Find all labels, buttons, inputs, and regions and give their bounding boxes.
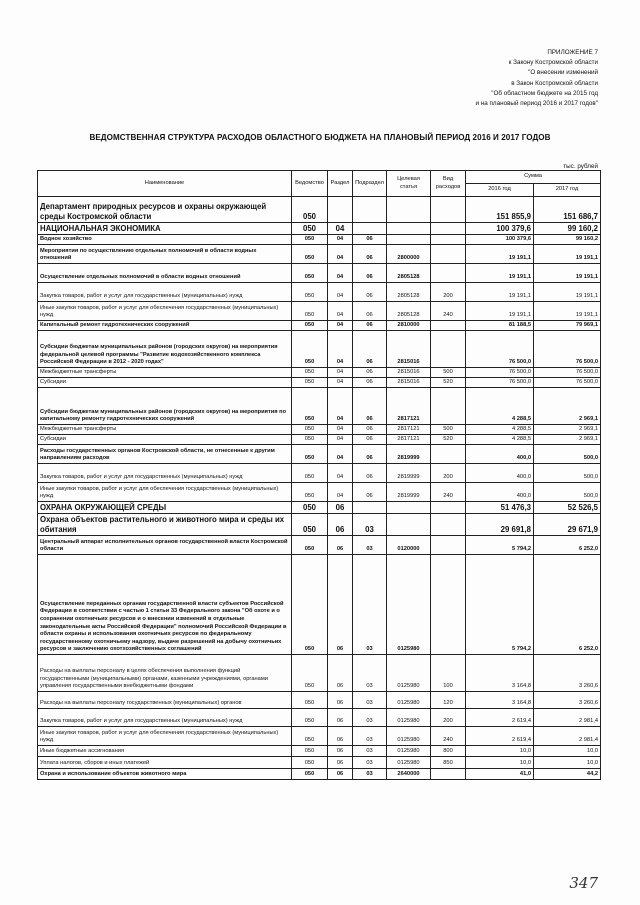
- cell-razdel: 06: [328, 746, 353, 757]
- cell-statya: 2819999: [387, 483, 431, 502]
- cell-y2016: 19 191,1: [466, 264, 534, 283]
- cell-podrazdel: 06: [353, 321, 387, 331]
- cell-name: Закупка товаров, работ и услуг для государственных (муниципальных) нужд: [38, 709, 292, 727]
- cell-statya: 0125980: [387, 555, 431, 655]
- cell-name: Охрана и использование объектов животного мира: [38, 769, 292, 780]
- cell-name: Субсидии бюджетам муниципальных районов (городских округов) на мероприятия федеральной целевой программы "Развитие водохозяйственного комплекса Российской Федерации в 2012 - 2020 годах": [38, 331, 292, 368]
- cell-vid: [431, 245, 466, 264]
- cell-statya: 2815016: [387, 368, 431, 378]
- cell-podrazdel: 03: [353, 769, 387, 780]
- cell-ved: 050: [292, 223, 328, 235]
- cell-vid: 120: [431, 692, 466, 709]
- table-row: [38, 555, 601, 655]
- cell-podrazdel: 06: [353, 378, 387, 388]
- appendix-line: к Закону Костромской области: [508, 59, 598, 67]
- cell-name: Иные закупки товаров, работ и услуг для обеспечения государственных (муниципальных) нужд: [38, 483, 292, 502]
- budget-table: [37, 170, 601, 780]
- table-row: [38, 302, 601, 321]
- cell-name: Субсидии бюджетам муниципальных районов (городских округов) на мероприятия по капитальному ремонту гидротехнических сооружений: [38, 388, 292, 425]
- cell-y2017: 99 160,2: [534, 235, 601, 245]
- page-number-handwritten: 347: [569, 874, 598, 892]
- cell-vid: 100: [431, 655, 466, 692]
- cell-razdel: [328, 197, 353, 223]
- cell-razdel: 04: [328, 264, 353, 283]
- header-2016: 2016 год: [466, 184, 534, 197]
- header-summa: Сумма: [466, 171, 601, 184]
- cell-vid: [431, 223, 466, 235]
- units-label: тыс. рублей: [563, 163, 598, 170]
- cell-y2017: 2 969,1: [534, 388, 601, 425]
- cell-y2016: 100 379,6: [466, 235, 534, 245]
- cell-y2016: 400,0: [466, 483, 534, 502]
- cell-statya: 2640000: [387, 769, 431, 780]
- cell-y2017: 2 969,1: [534, 435, 601, 445]
- cell-vid: 800: [431, 746, 466, 757]
- cell-y2017: 44,2: [534, 769, 601, 780]
- cell-y2016: 29 691,8: [466, 514, 534, 536]
- cell-vid: 240: [431, 483, 466, 502]
- cell-razdel: 06: [328, 655, 353, 692]
- cell-y2016: 51 476,3: [466, 502, 534, 514]
- cell-razdel: 06: [328, 692, 353, 709]
- cell-podrazdel: 06: [353, 445, 387, 464]
- cell-y2016: 151 855,9: [466, 197, 534, 223]
- cell-name: Департамент природных ресурсов и охраны окружающей среды Костромской области: [38, 197, 292, 223]
- cell-razdel: 04: [328, 223, 353, 235]
- document-title: ВЕДОМСТВЕННАЯ СТРУКТУРА РАСХОДОВ ОБЛАСТНОГО БЮДЖЕТА НА ПЛАНОВЫЙ ПЕРИОД 2016 И 2017 ГОДОВ: [89, 133, 551, 142]
- appendix-line: "О внесении изменений: [528, 69, 598, 77]
- table-row: [38, 464, 601, 483]
- cell-y2016: 4 288,5: [466, 388, 534, 425]
- cell-y2016: 4 288,5: [466, 425, 534, 435]
- cell-vid: [431, 331, 466, 368]
- cell-name: Субсидии: [38, 435, 292, 445]
- cell-ved: 050: [292, 388, 328, 425]
- cell-y2016: 4 288,5: [466, 435, 534, 445]
- cell-statya: 0125980: [387, 757, 431, 769]
- table-row: [38, 536, 601, 555]
- cell-statya: 2817121: [387, 388, 431, 425]
- cell-statya: 0120000: [387, 536, 431, 555]
- cell-podrazdel: 06: [353, 464, 387, 483]
- cell-ved: 050: [292, 769, 328, 780]
- cell-podrazdel: 06: [353, 331, 387, 368]
- cell-ved: 050: [292, 536, 328, 555]
- cell-razdel: 06: [328, 769, 353, 780]
- cell-y2016: 2 619,4: [466, 709, 534, 727]
- cell-vid: 200: [431, 464, 466, 483]
- cell-podrazdel: 06: [353, 264, 387, 283]
- cell-y2017: 52 526,5: [534, 502, 601, 514]
- cell-y2016: 19 191,1: [466, 245, 534, 264]
- cell-y2017: 19 191,1: [534, 283, 601, 302]
- cell-ved: 050: [292, 321, 328, 331]
- cell-y2017: 19 191,1: [534, 264, 601, 283]
- cell-y2017: 2 969,1: [534, 425, 601, 435]
- cell-y2016: 5 794,2: [466, 555, 534, 655]
- cell-razdel: 06: [328, 555, 353, 655]
- table-row: [38, 483, 601, 502]
- table-row: [38, 331, 601, 368]
- cell-y2017: 10,0: [534, 746, 601, 757]
- table-row: [38, 223, 601, 235]
- cell-statya: 2817121: [387, 435, 431, 445]
- cell-vid: 200: [431, 283, 466, 302]
- table-row: [38, 655, 601, 692]
- appendix-header: [476, 48, 598, 109]
- appendix-line: в Закон Костромской области: [511, 79, 598, 87]
- cell-vid: 850: [431, 757, 466, 769]
- cell-statya: 2800000: [387, 245, 431, 264]
- cell-statya: 0125980: [387, 727, 431, 746]
- cell-y2016: 76 500,0: [466, 331, 534, 368]
- cell-razdel: 04: [328, 331, 353, 368]
- cell-vid: [431, 388, 466, 425]
- cell-vid: [431, 536, 466, 555]
- appendix-line: "Об областном бюджете на 2015 год: [491, 89, 598, 97]
- cell-podrazdel: 06: [353, 483, 387, 502]
- table-row: [38, 746, 601, 757]
- cell-ved: 050: [292, 464, 328, 483]
- cell-podrazdel: 03: [353, 655, 387, 692]
- cell-vid: [431, 264, 466, 283]
- cell-statya: [387, 197, 431, 223]
- cell-ved: 050: [292, 435, 328, 445]
- cell-name: ОХРАНА ОКРУЖАЮЩЕЙ СРЕДЫ: [38, 502, 292, 514]
- cell-vid: 520: [431, 378, 466, 388]
- cell-vid: [431, 555, 466, 655]
- cell-y2016: 100 379,6: [466, 223, 534, 235]
- cell-statya: 2805128: [387, 302, 431, 321]
- cell-razdel: 04: [328, 445, 353, 464]
- cell-y2017: 76 500,0: [534, 331, 601, 368]
- cell-ved: 050: [292, 197, 328, 223]
- cell-razdel: 04: [328, 425, 353, 435]
- cell-y2016: 10,0: [466, 746, 534, 757]
- cell-y2016: 2 619,4: [466, 727, 534, 746]
- cell-vid: [431, 235, 466, 245]
- cell-ved: 050: [292, 757, 328, 769]
- cell-statya: 2805128: [387, 283, 431, 302]
- cell-podrazdel: 06: [353, 302, 387, 321]
- cell-y2017: 3 260,6: [534, 655, 601, 692]
- cell-razdel: 06: [328, 727, 353, 746]
- cell-y2017: 500,0: [534, 464, 601, 483]
- cell-razdel: 06: [328, 757, 353, 769]
- table-row: [38, 769, 601, 780]
- cell-y2016: 19 191,1: [466, 302, 534, 321]
- cell-y2017: 500,0: [534, 483, 601, 502]
- header-razdel: Раздел: [328, 171, 353, 197]
- cell-razdel: 04: [328, 245, 353, 264]
- cell-y2016: 3 164,8: [466, 692, 534, 709]
- cell-y2017: 2 981,4: [534, 727, 601, 746]
- cell-y2017: 151 686,7: [534, 197, 601, 223]
- cell-vid: 500: [431, 368, 466, 378]
- appendix-line: ПРИЛОЖЕНИЕ 7: [547, 49, 598, 56]
- table-row: [38, 368, 601, 378]
- cell-razdel: 04: [328, 464, 353, 483]
- cell-statya: 0125980: [387, 709, 431, 727]
- cell-vid: [431, 445, 466, 464]
- header-statya: Целевая статья: [387, 171, 431, 197]
- cell-vid: 200: [431, 709, 466, 727]
- cell-y2016: 400,0: [466, 464, 534, 483]
- cell-name: Осуществление переданных органам государственной власти субъектов Российской Федерации в соответствии с частью 1 статьи 33 Федерального закона "Об охоте и о сохранении охотничьих ресурсов и о внесении изменений в отдельные законодательные акты Российской Федерации" полномочий Российской Федерации в области охраны и использования охотничьих ресурсов по федеральному государственному охотничьему надзору, выдаче разрешений на добычу охотничьих ресурсов и заключению охотхозяйственных соглашений: [38, 555, 292, 655]
- table-row: [38, 435, 601, 445]
- cell-y2016: 400,0: [466, 445, 534, 464]
- table-row: [38, 727, 601, 746]
- cell-razdel: 04: [328, 435, 353, 445]
- table-body: [38, 197, 601, 780]
- header-vid: Вид расходов: [431, 171, 466, 197]
- cell-y2017: 3 260,6: [534, 692, 601, 709]
- cell-vid: 520: [431, 435, 466, 445]
- cell-name: НАЦИОНАЛЬНАЯ ЭКОНОМИКА: [38, 223, 292, 235]
- cell-name: Водное хозяйство: [38, 235, 292, 245]
- cell-name: Закупка товаров, работ и услуг для государственных (муниципальных) нужд: [38, 283, 292, 302]
- cell-vid: 240: [431, 727, 466, 746]
- cell-vid: [431, 769, 466, 780]
- cell-statya: 0125980: [387, 692, 431, 709]
- cell-ved: 050: [292, 483, 328, 502]
- cell-ved: 050: [292, 746, 328, 757]
- cell-statya: [387, 514, 431, 536]
- cell-ved: 050: [292, 555, 328, 655]
- cell-vid: [431, 502, 466, 514]
- cell-y2017: 76 500,0: [534, 368, 601, 378]
- cell-y2017: 6 252,0: [534, 536, 601, 555]
- cell-y2016: 10,0: [466, 757, 534, 769]
- cell-ved: 050: [292, 445, 328, 464]
- cell-y2017: 19 191,1: [534, 302, 601, 321]
- cell-ved: 050: [292, 502, 328, 514]
- cell-razdel: 04: [328, 283, 353, 302]
- cell-ved: 050: [292, 692, 328, 709]
- cell-ved: 050: [292, 283, 328, 302]
- cell-vid: [431, 514, 466, 536]
- cell-name: Закупка товаров, работ и услуг для государственных (муниципальных) нужд: [38, 464, 292, 483]
- cell-name: Иные закупки товаров, работ и услуг для обеспечения государственных (муниципальных) нужд: [38, 302, 292, 321]
- cell-ved: 050: [292, 727, 328, 746]
- cell-ved: 050: [292, 245, 328, 264]
- table-row: [38, 425, 601, 435]
- table-row: [38, 321, 601, 331]
- cell-statya: 2817121: [387, 425, 431, 435]
- cell-y2017: 500,0: [534, 445, 601, 464]
- cell-y2017: 6 252,0: [534, 555, 601, 655]
- cell-podrazdel: 06: [353, 245, 387, 264]
- table-row: [38, 502, 601, 514]
- cell-podrazdel: 03: [353, 709, 387, 727]
- cell-name: Иные бюджетные ассигнования: [38, 746, 292, 757]
- cell-y2016: 19 191,1: [466, 283, 534, 302]
- table-row: [38, 235, 601, 245]
- cell-podrazdel: 06: [353, 368, 387, 378]
- cell-podrazdel: 06: [353, 425, 387, 435]
- table-row: [38, 245, 601, 264]
- cell-y2017: 10,0: [534, 757, 601, 769]
- cell-statya: 2815016: [387, 378, 431, 388]
- cell-name: Осуществление отдельных полномочий в области водных отношений: [38, 264, 292, 283]
- cell-name: Межбюджетные трансферты: [38, 368, 292, 378]
- cell-name: Межбюджетные трансферты: [38, 425, 292, 435]
- cell-y2017: 79 969,1: [534, 321, 601, 331]
- cell-ved: 050: [292, 235, 328, 245]
- cell-y2016: 76 500,0: [466, 368, 534, 378]
- cell-statya: 2815016: [387, 331, 431, 368]
- cell-podrazdel: 03: [353, 746, 387, 757]
- cell-name: Расходы государственных органов Костромской области, не отнесенные к другим направлениям расходов: [38, 445, 292, 464]
- cell-statya: 0125980: [387, 746, 431, 757]
- cell-statya: [387, 502, 431, 514]
- cell-razdel: 04: [328, 235, 353, 245]
- cell-podrazdel: 03: [353, 514, 387, 536]
- cell-razdel: 06: [328, 502, 353, 514]
- cell-razdel: 04: [328, 378, 353, 388]
- cell-name: Охрана объектов растительного и животного мира и среды их обитания: [38, 514, 292, 536]
- cell-statya: [387, 223, 431, 235]
- cell-statya: 2810000: [387, 321, 431, 331]
- cell-podrazdel: 06: [353, 435, 387, 445]
- cell-vid: 240: [431, 302, 466, 321]
- table-row: [38, 388, 601, 425]
- cell-razdel: 04: [328, 368, 353, 378]
- cell-y2016: 5 794,2: [466, 536, 534, 555]
- cell-podrazdel: 03: [353, 555, 387, 655]
- table-row: [38, 283, 601, 302]
- cell-name: Расходы на выплаты персоналу государственных (муниципальных) органов: [38, 692, 292, 709]
- table-row: [38, 445, 601, 464]
- cell-ved: 050: [292, 368, 328, 378]
- cell-podrazdel: 03: [353, 757, 387, 769]
- cell-statya: 2819999: [387, 445, 431, 464]
- table-row: [38, 514, 601, 536]
- cell-statya: 2805128: [387, 264, 431, 283]
- cell-name: Мероприятия по осуществлению отдельных полномочий в области водных отношений: [38, 245, 292, 264]
- appendix-line: и на плановый период 2016 и 2017 годов": [475, 100, 598, 108]
- cell-podrazdel: [353, 197, 387, 223]
- cell-ved: 050: [292, 709, 328, 727]
- table-row: [38, 197, 601, 223]
- cell-ved: 050: [292, 378, 328, 388]
- cell-name: Центральный аппарат исполнительных органов государственной власти Костромской области: [38, 536, 292, 555]
- cell-vid: 500: [431, 425, 466, 435]
- cell-y2017: 76 500,0: [534, 378, 601, 388]
- cell-razdel: 06: [328, 514, 353, 536]
- cell-ved: 050: [292, 425, 328, 435]
- cell-y2017: 99 160,2: [534, 223, 601, 235]
- cell-name: Иные закупки товаров, работ и услуг для обеспечения государственных (муниципальных) нужд: [38, 727, 292, 746]
- cell-podrazdel: 06: [353, 388, 387, 425]
- table-row: [38, 709, 601, 727]
- cell-razdel: 04: [328, 302, 353, 321]
- cell-name: Субсидии: [38, 378, 292, 388]
- cell-y2017: 19 191,1: [534, 245, 601, 264]
- cell-podrazdel: [353, 502, 387, 514]
- cell-podrazdel: 03: [353, 536, 387, 555]
- header-2017: 2017 год: [534, 184, 601, 197]
- cell-y2016: 3 164,8: [466, 655, 534, 692]
- cell-podrazdel: 06: [353, 283, 387, 302]
- cell-podrazdel: 03: [353, 727, 387, 746]
- cell-vid: [431, 321, 466, 331]
- header-ved: Ведомство: [292, 171, 328, 197]
- cell-y2016: 81 188,5: [466, 321, 534, 331]
- cell-name: Расходы на выплаты персоналу в целях обеспечения выполнения функций государственными (муниципальными) органами, казенными учреждениями, органами управления государственными внебюджетными фондами: [38, 655, 292, 692]
- cell-podrazdel: 03: [353, 692, 387, 709]
- table-row: [38, 378, 601, 388]
- cell-ved: 050: [292, 302, 328, 321]
- cell-podrazdel: [353, 223, 387, 235]
- table-row: [38, 264, 601, 283]
- table-row: [38, 692, 601, 709]
- header-name: Наименование: [38, 171, 292, 197]
- cell-statya: 2819999: [387, 464, 431, 483]
- cell-razdel: 04: [328, 388, 353, 425]
- cell-name: Капитальный ремонт гидротехнических сооружений: [38, 321, 292, 331]
- cell-y2016: 76 500,0: [466, 378, 534, 388]
- cell-razdel: 04: [328, 483, 353, 502]
- cell-ved: 050: [292, 331, 328, 368]
- header-podrazdel: Подраздел: [353, 171, 387, 197]
- cell-razdel: 06: [328, 536, 353, 555]
- cell-statya: [387, 235, 431, 245]
- cell-statya: 0125980: [387, 655, 431, 692]
- cell-razdel: 06: [328, 709, 353, 727]
- cell-y2017: 29 671,9: [534, 514, 601, 536]
- cell-y2017: 2 981,4: [534, 709, 601, 727]
- cell-podrazdel: 06: [353, 235, 387, 245]
- cell-name: Уплата налогов, сборов и иных платежей: [38, 757, 292, 769]
- table-row: [38, 757, 601, 769]
- cell-ved: 050: [292, 514, 328, 536]
- cell-ved: 050: [292, 655, 328, 692]
- cell-y2016: 41,0: [466, 769, 534, 780]
- cell-vid: [431, 197, 466, 223]
- cell-razdel: 04: [328, 321, 353, 331]
- cell-ved: 050: [292, 264, 328, 283]
